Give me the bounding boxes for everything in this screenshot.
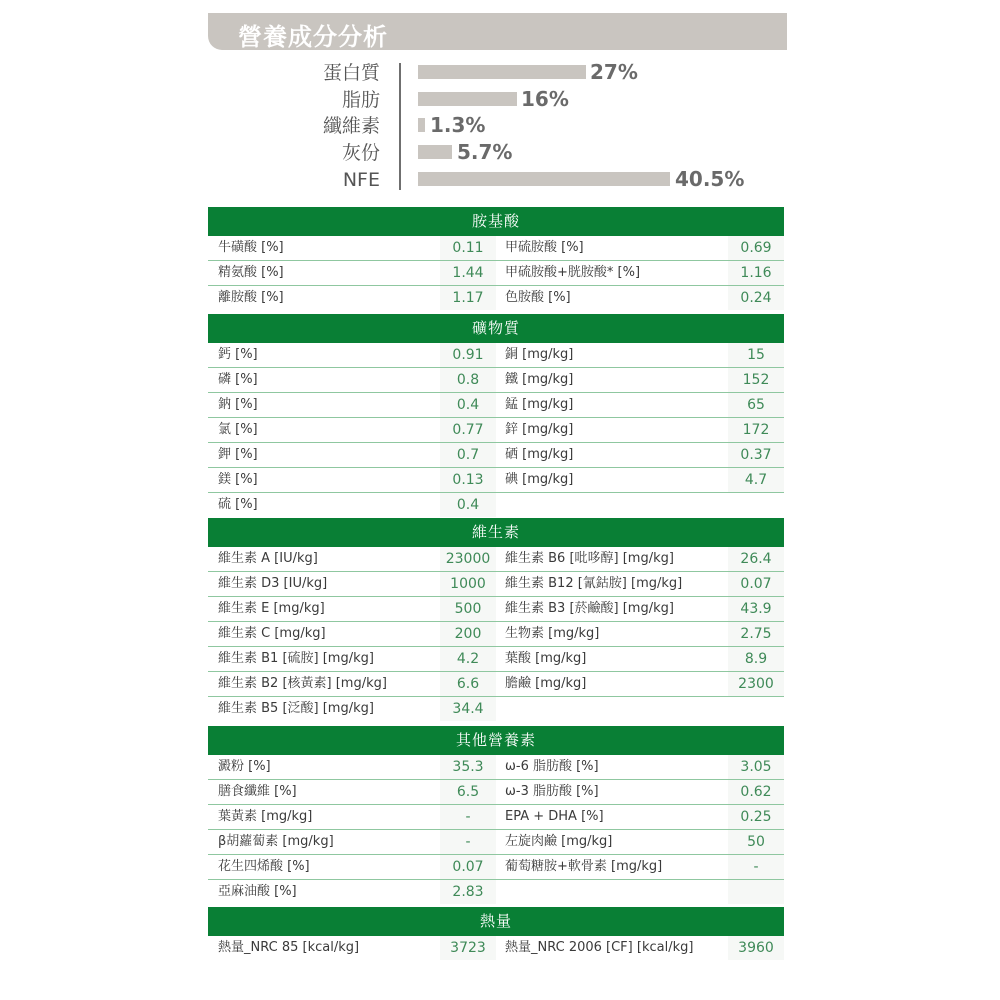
nutrient-value: 0.07 (440, 855, 496, 879)
table-row (208, 622, 784, 647)
table-row (208, 805, 784, 830)
nutrient-value: 3960 (728, 936, 784, 960)
nutrient-value: 2.83 (440, 880, 496, 904)
section-amino-acids (208, 207, 784, 310)
nutrient-label: 葡萄糖胺+軟骨素 [mg/kg] (505, 859, 663, 874)
chart-category-label: 脂肪 (341, 89, 380, 111)
nutrient-label: 熱量_NRC 85 [kcal/kg] (218, 940, 360, 955)
nutrient-value: 15 (728, 343, 784, 367)
table-row (208, 855, 784, 880)
nutrient-value: 23000 (440, 547, 496, 571)
nutrient-label: 澱粉 [%] (218, 759, 271, 774)
table-row (208, 647, 784, 672)
table-row (208, 468, 784, 493)
chart-row-protein (208, 61, 788, 85)
nutrient-value: 50 (728, 830, 784, 854)
nutrient-label: 鈉 [%] (218, 397, 258, 412)
nutrient-label: 維生素 B2 [核黃素] [mg/kg] (218, 676, 387, 691)
nutrient-value: 0.91 (440, 343, 496, 367)
nutrient-label: 磷 [%] (218, 372, 258, 387)
nutrient-label: 色胺酸 [%] (505, 290, 571, 305)
nutrient-label: 葉酸 [mg/kg] (505, 651, 587, 666)
nutrient-label: 維生素 B3 [菸鹼酸] [mg/kg] (505, 601, 674, 616)
nutrient-label: 維生素 B12 [氰鈷胺] [mg/kg] (505, 576, 683, 591)
table-row (208, 368, 784, 393)
nutrient-value: 0.4 (440, 393, 496, 417)
nutrient-label: 鉀 [%] (218, 447, 258, 462)
nutrient-value: - (440, 830, 496, 854)
nutrient-value: 35.3 (440, 755, 496, 779)
nutrient-label: 維生素 B5 [泛酸] [mg/kg] (218, 701, 374, 716)
nutrient-value: 1.44 (440, 261, 496, 285)
table-row (208, 547, 784, 572)
nutrient-label: 甲硫胺酸+胱胺酸* [%] (505, 265, 641, 280)
chart-bar (418, 92, 517, 106)
nutrient-value: 0.8 (440, 368, 496, 392)
nutrition-bar-chart (208, 60, 788, 195)
section-header: 熱量 (208, 907, 784, 936)
nutrient-value: 26.4 (728, 547, 784, 571)
nutrient-value: 0.13 (440, 468, 496, 492)
nutrient-label: EPA + DHA [%] (505, 809, 604, 824)
table-row (208, 418, 784, 443)
title-bar (208, 13, 787, 50)
nutrient-value: 1.16 (728, 261, 784, 285)
section-header: 維生素 (208, 518, 784, 547)
nutrient-label: 甲硫胺酸 [%] (505, 240, 584, 255)
nutrient-value: 3723 (440, 936, 496, 960)
nutrient-label: ω-3 脂肪酸 [%] (505, 784, 599, 799)
nutrient-value: 152 (728, 368, 784, 392)
nutrient-value: 500 (440, 597, 496, 621)
nutrient-label: β胡蘿蔔素 [mg/kg] (218, 834, 334, 849)
nutrient-label: 花生四烯酸 [%] (218, 859, 310, 874)
nutrient-label: 膽鹼 [mg/kg] (505, 676, 587, 691)
chart-bar (418, 118, 425, 132)
nutrient-label: 鈣 [%] (218, 347, 258, 362)
nutrient-label: 維生素 B6 [吡哆醇] [mg/kg] (505, 551, 674, 566)
table-row (208, 880, 784, 904)
nutrient-value: 2300 (728, 672, 784, 696)
nutrient-label: 維生素 A [IU/kg] (218, 551, 318, 566)
nutrient-label: 亞麻油酸 [%] (218, 884, 297, 899)
nutrient-value: - (728, 855, 784, 879)
chart-bar (418, 65, 586, 79)
nutrient-value: 0.37 (728, 443, 784, 467)
nutrient-value-empty (728, 880, 784, 904)
nutrient-label: 氯 [%] (218, 422, 258, 437)
section-header: 胺基酸 (208, 207, 784, 236)
nutrient-value: 34.4 (440, 697, 496, 721)
nutrient-label: 左旋肉鹼 [mg/kg] (505, 834, 613, 849)
chart-bar (418, 172, 670, 186)
nutrient-label: 精氨酸 [%] (218, 265, 284, 280)
table-row (208, 261, 784, 286)
nutrient-label: ω-6 脂肪酸 [%] (505, 759, 599, 774)
section-vitamins (208, 518, 784, 721)
table-row (208, 830, 784, 855)
nutrient-value: 0.11 (440, 236, 496, 260)
chart-category-label: 灰份 (341, 142, 380, 164)
chart-bar (418, 145, 452, 159)
nutrient-value: 0.4 (440, 493, 496, 517)
table-row (208, 443, 784, 468)
nutrient-value: 0.7 (440, 443, 496, 467)
chart-category-label: NFE (342, 169, 380, 191)
table-row (208, 672, 784, 697)
nutrient-label: 硫 [%] (218, 497, 258, 512)
nutrient-label: 硒 [mg/kg] (505, 447, 574, 462)
table-row (208, 572, 784, 597)
chart-category-label: 纖維素 (322, 115, 380, 137)
nutrient-value: 8.9 (728, 647, 784, 671)
table-row (208, 697, 784, 721)
section-minerals (208, 314, 784, 517)
table-row (208, 493, 784, 517)
chart-row-ash (208, 141, 788, 165)
nutrient-value: 4.7 (728, 468, 784, 492)
table-row (208, 936, 784, 960)
nutrient-value: 1.17 (440, 286, 496, 310)
nutrient-value: 0.69 (728, 236, 784, 260)
table-row (208, 755, 784, 780)
nutrient-label: 錳 [mg/kg] (505, 397, 574, 412)
nutrient-value: 43.9 (728, 597, 784, 621)
nutrient-value: 0.24 (728, 286, 784, 310)
nutrient-value: 172 (728, 418, 784, 442)
table-row (208, 393, 784, 418)
nutrient-label: 生物素 [mg/kg] (505, 626, 600, 641)
nutrient-label: 維生素 C [mg/kg] (218, 626, 326, 641)
nutrient-label: 離胺酸 [%] (218, 290, 284, 305)
nutrient-label: 維生素 B1 [硫胺] [mg/kg] (218, 651, 374, 666)
nutrient-label: 鐵 [mg/kg] (505, 372, 574, 387)
table-row (208, 286, 784, 310)
nutrient-label: 熱量_NRC 2006 [CF] [kcal/kg] (505, 940, 694, 955)
nutrient-value: 0.77 (440, 418, 496, 442)
section-header: 礦物質 (208, 314, 784, 343)
nutrient-label: 牛磺酸 [%] (218, 240, 284, 255)
nutrient-value: 4.2 (440, 647, 496, 671)
table-row (208, 236, 784, 261)
table-row (208, 343, 784, 368)
nutrient-value: 1000 (440, 572, 496, 596)
chart-value-label: 27% (590, 60, 638, 84)
nutrient-label: 碘 [mg/kg] (505, 472, 574, 487)
nutrient-value: 2.75 (728, 622, 784, 646)
nutrient-value: 200 (440, 622, 496, 646)
nutrient-label: 鋅 [mg/kg] (505, 422, 574, 437)
nutrient-label: 膳食纖維 [%] (218, 784, 297, 799)
nutrient-value: 6.5 (440, 780, 496, 804)
chart-value-label: 16% (521, 87, 569, 111)
nutrient-value: 6.6 (440, 672, 496, 696)
nutrient-label: 維生素 E [mg/kg] (218, 601, 325, 616)
chart-row-fat (208, 88, 788, 112)
page-title: 營養成分分析 (238, 23, 388, 51)
chart-row-fiber (208, 114, 788, 138)
section-header: 其他營養素 (208, 726, 784, 755)
nutrient-value: 0.62 (728, 780, 784, 804)
nutrient-value: 0.07 (728, 572, 784, 596)
nutrient-value: - (440, 805, 496, 829)
section-energy (208, 907, 784, 960)
table-row (208, 597, 784, 622)
section-other-nutrients (208, 726, 784, 904)
nutrient-label: 葉黃素 [mg/kg] (218, 809, 313, 824)
nutrient-value: 3.05 (728, 755, 784, 779)
chart-value-label: 40.5% (675, 167, 745, 191)
nutrient-value: 0.25 (728, 805, 784, 829)
nutrient-label: 銅 [mg/kg] (505, 347, 574, 362)
chart-value-label: 5.7% (457, 140, 513, 164)
nutrient-label: 鎂 [%] (218, 472, 258, 487)
table-row (208, 780, 784, 805)
chart-category-label: 蛋白質 (322, 62, 380, 84)
nutrient-label: 維生素 D3 [IU/kg] (218, 576, 328, 591)
nutrient-value: 65 (728, 393, 784, 417)
chart-row-nfe (208, 168, 788, 192)
chart-value-label: 1.3% (430, 113, 486, 137)
